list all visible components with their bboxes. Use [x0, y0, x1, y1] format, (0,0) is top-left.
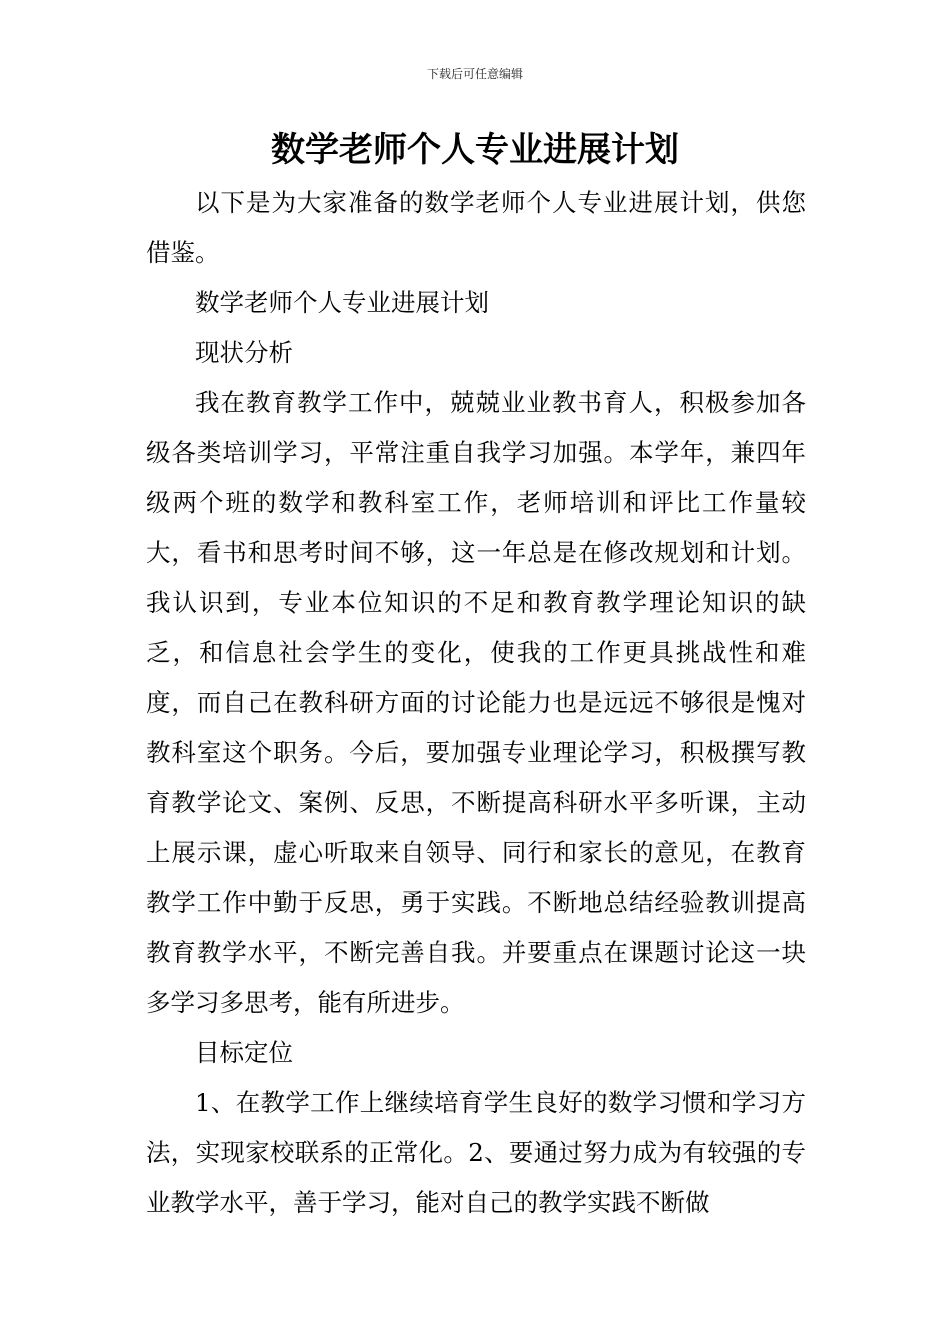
header-note: 下载后可任意编辑 [426, 67, 523, 81]
document-title: 数学老师个人专业进展计划 [271, 130, 679, 170]
goals-paragraph: 1、在教学工作上继续培育学生良好的数学习惯和学习方法，实现家校联系的正常化。2、要通过努力成为有较强的专业教学水平，善于学习，能对自己的教学实践不断做 [146, 1088, 806, 1217]
section-heading-status: 现状分析 [195, 338, 293, 367]
intro-paragraph: 以下是为大家准备的数学老师个人专业进展计划，供您借鉴。 [146, 188, 806, 267]
plan-heading: 数学老师个人专业进展计划 [195, 288, 489, 317]
document-body [146, 178, 806, 1228]
section-heading-goals: 目标定位 [195, 1038, 293, 1067]
status-paragraph: 我在教育教学工作中，兢兢业业教书育人，积极参加各级各类培训学习，平常注重自我学习加强。本学年，兼四年级两个班的数学和教科室工作，老师培训和评比工作量较大，看书和思考时间不够，这一年总是在修改规划和计划。我认识到，专业本位知识的不足和教育教学理论知识的缺乏，和信息社会学生的变化，使我的工作更具挑战性和难度，而自己在教科研方面的讨论能力也是远远不够很是愧对教科室这个职务。今后，要加强专业理论学习，积极撰写教育教学论文、案例、反思，不断提高科研水平多听课，主动上展示课，虚心听取来自领导、同行和家长的意见，在教育教学工作中勤于反思，勇于实践。不断地总结经验教训提高教育教学水平，不断完善自我。并要重点在课题讨论这一块多学习多思考，能有所进步。 [146, 388, 806, 1017]
